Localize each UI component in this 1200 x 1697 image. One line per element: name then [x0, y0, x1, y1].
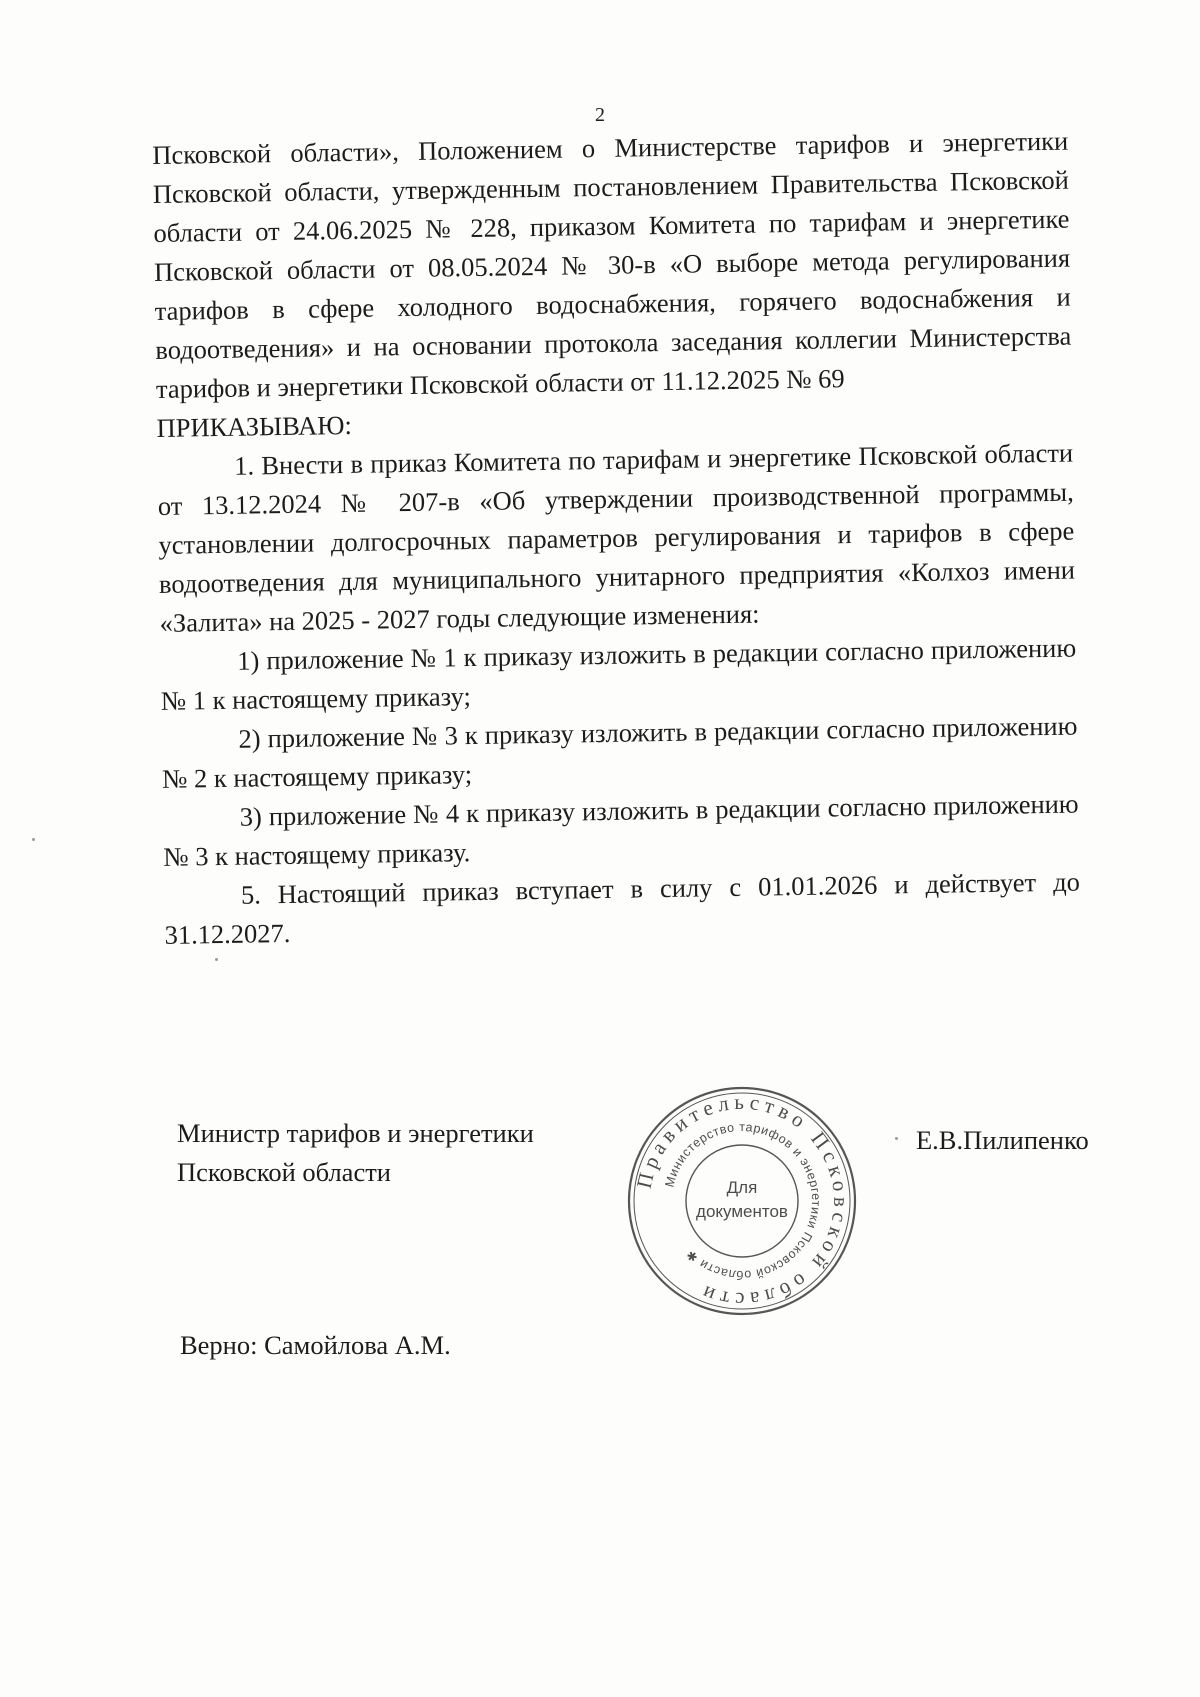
scan-speck — [215, 958, 218, 961]
order-item-1: 1. Внести в приказ Комитета по тарифам и энергетике Псковской области от 13.12.2024 № 207-в «Об утверждении производственной программы, установлении долгосрочных параметров регулирования и тарифов в сфере водоотведения для муниципального унитарного предприятия «Колхоз имени «Залита» на 2025 - 2027 годы следующие изменения: — [157, 437, 1076, 638]
order-item-5: 5. Настоящий приказ вступает в силу с 01.01.2026 и действует до 31.12.2027. — [164, 866, 1081, 950]
verified-copy-note: Верно: Самойлова А.М. — [180, 1330, 451, 1360]
scan-speck — [32, 838, 35, 841]
signature-title — [177, 1114, 534, 1192]
order-subitem-3: 3) приложение № 4 к приказу изложить в редакции согласно приложению № 3 к настоящему приказу. — [163, 788, 1079, 872]
seal-center-line-1: Для — [726, 1178, 758, 1197]
preamble-paragraph: Псковской области», Положением о Министерстве тарифов и энергетики Псковской области, утвержденным постановлением Правительства Псковской области от 24.06.2025 № 228, приказом Комитета по тарифам и энергетике Псковской области от 08.05.2024 № 30-в «О выборе метода регулирования тарифов в сфере холодного водоснабжения, горячего водоснабжения и водоотведения» и на основании протокола заседания коллегии Министерства тарифов и энергетики Псковской области от 11.12.2025 № 69 — [152, 125, 1072, 404]
order-word: ПРИКАЗЫВАЮ: — [156, 409, 353, 443]
scan-speck — [895, 1137, 898, 1140]
order-body — [152, 122, 1081, 955]
signatory-name: Е.В.Пилипенко — [916, 1125, 1089, 1155]
order-subitem-1: 1) приложение № 1 к приказу изложить в редакции согласно приложению № 1 к настоящему приказу; — [160, 632, 1077, 716]
page-number: 2 — [595, 104, 605, 126]
seal-outer-text: Правительство Псковской области — [631, 1089, 854, 1313]
seal-center-line-2: документов — [696, 1202, 788, 1221]
official-seal — [622, 1081, 862, 1321]
signature-title-line-1: Министр тарифов и энергетики — [177, 1118, 534, 1148]
order-subitem-2: 2) приложение № 3 к приказу изложить в редакции согласно приложению № 2 к настоящему приказу; — [161, 710, 1078, 794]
signature-title-line-2: Псковской области — [177, 1157, 391, 1187]
seal-inner-text: Министерство тарифов и энергетики Псковской области ✱ — [662, 1119, 824, 1283]
